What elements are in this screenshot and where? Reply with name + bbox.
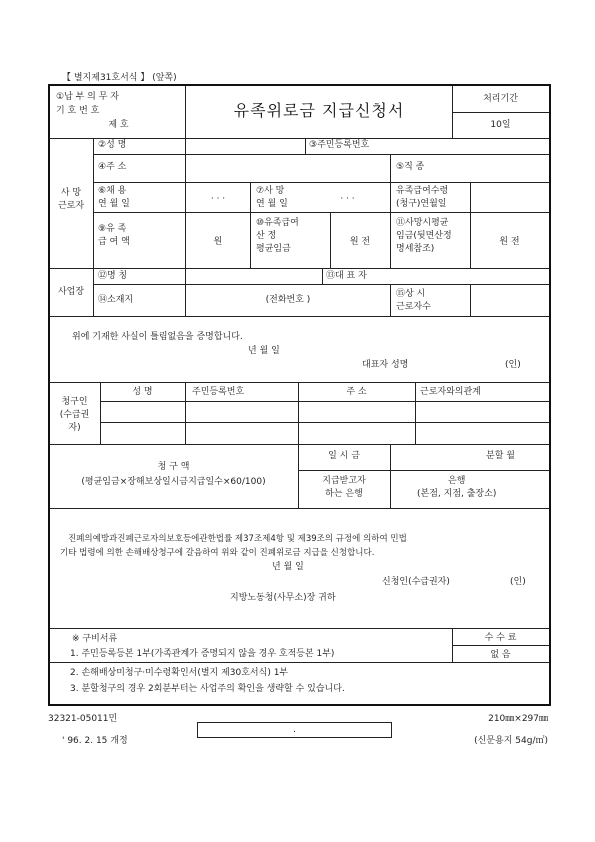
fee-label: 수 수 료	[484, 633, 517, 643]
paper-spec: (신문용지 54g/㎡)	[474, 736, 548, 746]
rrn-field[interactable]	[390, 140, 540, 152]
payee-bank-label-2: 하는 은행	[325, 489, 363, 499]
workers-label: ⑮상 시	[396, 289, 426, 299]
docs-item-3: 3. 분할청구의 경우 2회분부터는 사업주의 확인을 생략할 수 있습니다.	[70, 684, 345, 694]
daily-wage-label: ⑪사망시평균	[396, 218, 449, 228]
applicant-seal: (인)	[510, 577, 526, 587]
attest-date: 년 월 일	[248, 346, 280, 356]
docs-heading: ※ 구비서류	[72, 634, 118, 644]
job-label: ⑤직 종	[396, 162, 425, 172]
footer-center-box	[197, 722, 392, 738]
attest-seal: (인)	[505, 360, 521, 370]
declaration-line-1: 진폐의예방과진폐근로자의보호등에관한법률 제37조제4항 및 제39조의 규정에 의하여 민법	[68, 534, 407, 544]
hire-label: ⑥채 용	[98, 186, 127, 196]
deceased-section-label-2: 근로자	[57, 201, 85, 211]
claimant-label-2: (수급권	[59, 410, 90, 420]
claimant-label-3: 자)	[68, 423, 81, 433]
employer-no-label-2: 기 호 번 호	[56, 106, 100, 116]
attest-signer-label: 대표자 성명	[362, 360, 409, 370]
claim-date-label: 유족급여수령	[396, 186, 449, 196]
phone-label: (전화번호 )	[265, 295, 311, 305]
avg-wage-label: ⑩유족급여	[256, 218, 299, 228]
claimant-label: 청구인	[61, 397, 88, 407]
col-name-header: 성 명	[132, 387, 153, 397]
claimant-row-1[interactable]	[102, 403, 547, 421]
docs-item-2: 2. 손해배상미청구·미수령확인서(별지 제30호서식) 1부	[70, 668, 289, 678]
benefit-label: ⑨유 족	[98, 224, 127, 234]
employer-no-label: ①납 부 의 무 자	[56, 92, 119, 102]
frame-left	[48, 84, 50, 705]
col-relation-header: 근로자와의관계	[420, 387, 481, 397]
workplace-section-label: 사업장	[57, 287, 85, 297]
avg-wage-label-2: 산 정	[256, 231, 277, 241]
processing-value: 10일	[490, 120, 511, 130]
processing-label: 처리기간	[483, 94, 518, 104]
rrn-label: ③주민등록번호	[309, 140, 370, 150]
lump-sum-label: 일 시 금	[328, 451, 360, 461]
payee-bank-label: 지급받고자	[322, 476, 366, 486]
bank-label: 은행	[448, 476, 466, 486]
deceased-section-label: 사 망	[60, 188, 82, 198]
workers-label-2: 근로자수	[396, 302, 431, 312]
representative-label: ⑬대 표 자	[326, 271, 367, 281]
death-label-2: 연 월 일	[256, 199, 288, 209]
col-rrn-header: 주민등록번호	[192, 387, 245, 397]
benefit-unit: 원	[213, 237, 223, 247]
frame-bottom	[48, 704, 551, 706]
death-label: ⑦사 망	[256, 186, 285, 196]
applicant-label: 신청인(수급권자)	[382, 577, 450, 587]
fee-value: 없 음	[490, 650, 511, 660]
daily-wage-unit: 원 전	[499, 237, 520, 247]
declaration-line-2: 기타 법령에 의한 손해배상청구에 갈음하여 위와 같이 진폐위로금 지급을 신청합니다.	[60, 548, 375, 558]
name-label: ②성 명	[98, 140, 127, 150]
workplace-name-label: ⑫명 칭	[98, 271, 128, 281]
location-label: ⑭소재지	[98, 295, 134, 305]
claimant-row-2[interactable]	[102, 424, 547, 442]
form-tag: 【 별지제31호서식 】 (앞쪽)	[62, 73, 177, 83]
recipient-label: 지방노동청(사무소)장 귀하	[230, 593, 336, 603]
declaration-date: 년 월 일	[272, 562, 304, 572]
amount-label: 청 구 액	[157, 462, 190, 472]
form-code: 32321-05011민	[48, 714, 118, 724]
frame-top	[48, 84, 550, 86]
benefit-label-2: 급 여 액	[98, 237, 130, 247]
footer-center-mark: .	[293, 725, 296, 735]
employer-no-label-3: 제 호	[108, 120, 129, 130]
bank-branch-label: (본점, 지점, 출장소)	[417, 489, 497, 499]
address-field[interactable]	[188, 158, 386, 178]
address-label: ④주 소	[98, 162, 127, 172]
hire-date-dots: · · ·	[210, 194, 226, 204]
avg-wage-unit: 원 전	[349, 237, 371, 247]
amount-formula: (평균임금×장해보상일시금지급일수×60/100)	[81, 477, 266, 487]
frame-right	[549, 84, 551, 705]
col-address-header: 주 소	[346, 387, 367, 397]
claim-date-label-2: (청구)연월일	[396, 199, 447, 209]
revision-date: ' 96. 2. 15 개정	[62, 736, 128, 746]
page-title: 유족위로금 지급신청서	[233, 101, 405, 120]
paper-size: 210㎜×297㎜	[488, 714, 548, 724]
death-date-dots: · · ·	[340, 194, 355, 204]
daily-wage-label-3: 명세참조)	[396, 244, 435, 254]
docs-item-1: 1. 주민등록등본 1부(가족관계가 증명되지 않을 경우 호적등본 1부)	[70, 649, 335, 659]
daily-wage-label-2: 임금(뒷면산정	[396, 231, 452, 241]
avg-wage-label-3: 평균임금	[256, 244, 291, 254]
hire-label-2: 연 월 일	[98, 199, 130, 209]
attest-text: 위에 기재한 사실이 틀림없음을 증명합니다.	[72, 332, 243, 342]
installment-label: 분할 월	[486, 451, 515, 461]
